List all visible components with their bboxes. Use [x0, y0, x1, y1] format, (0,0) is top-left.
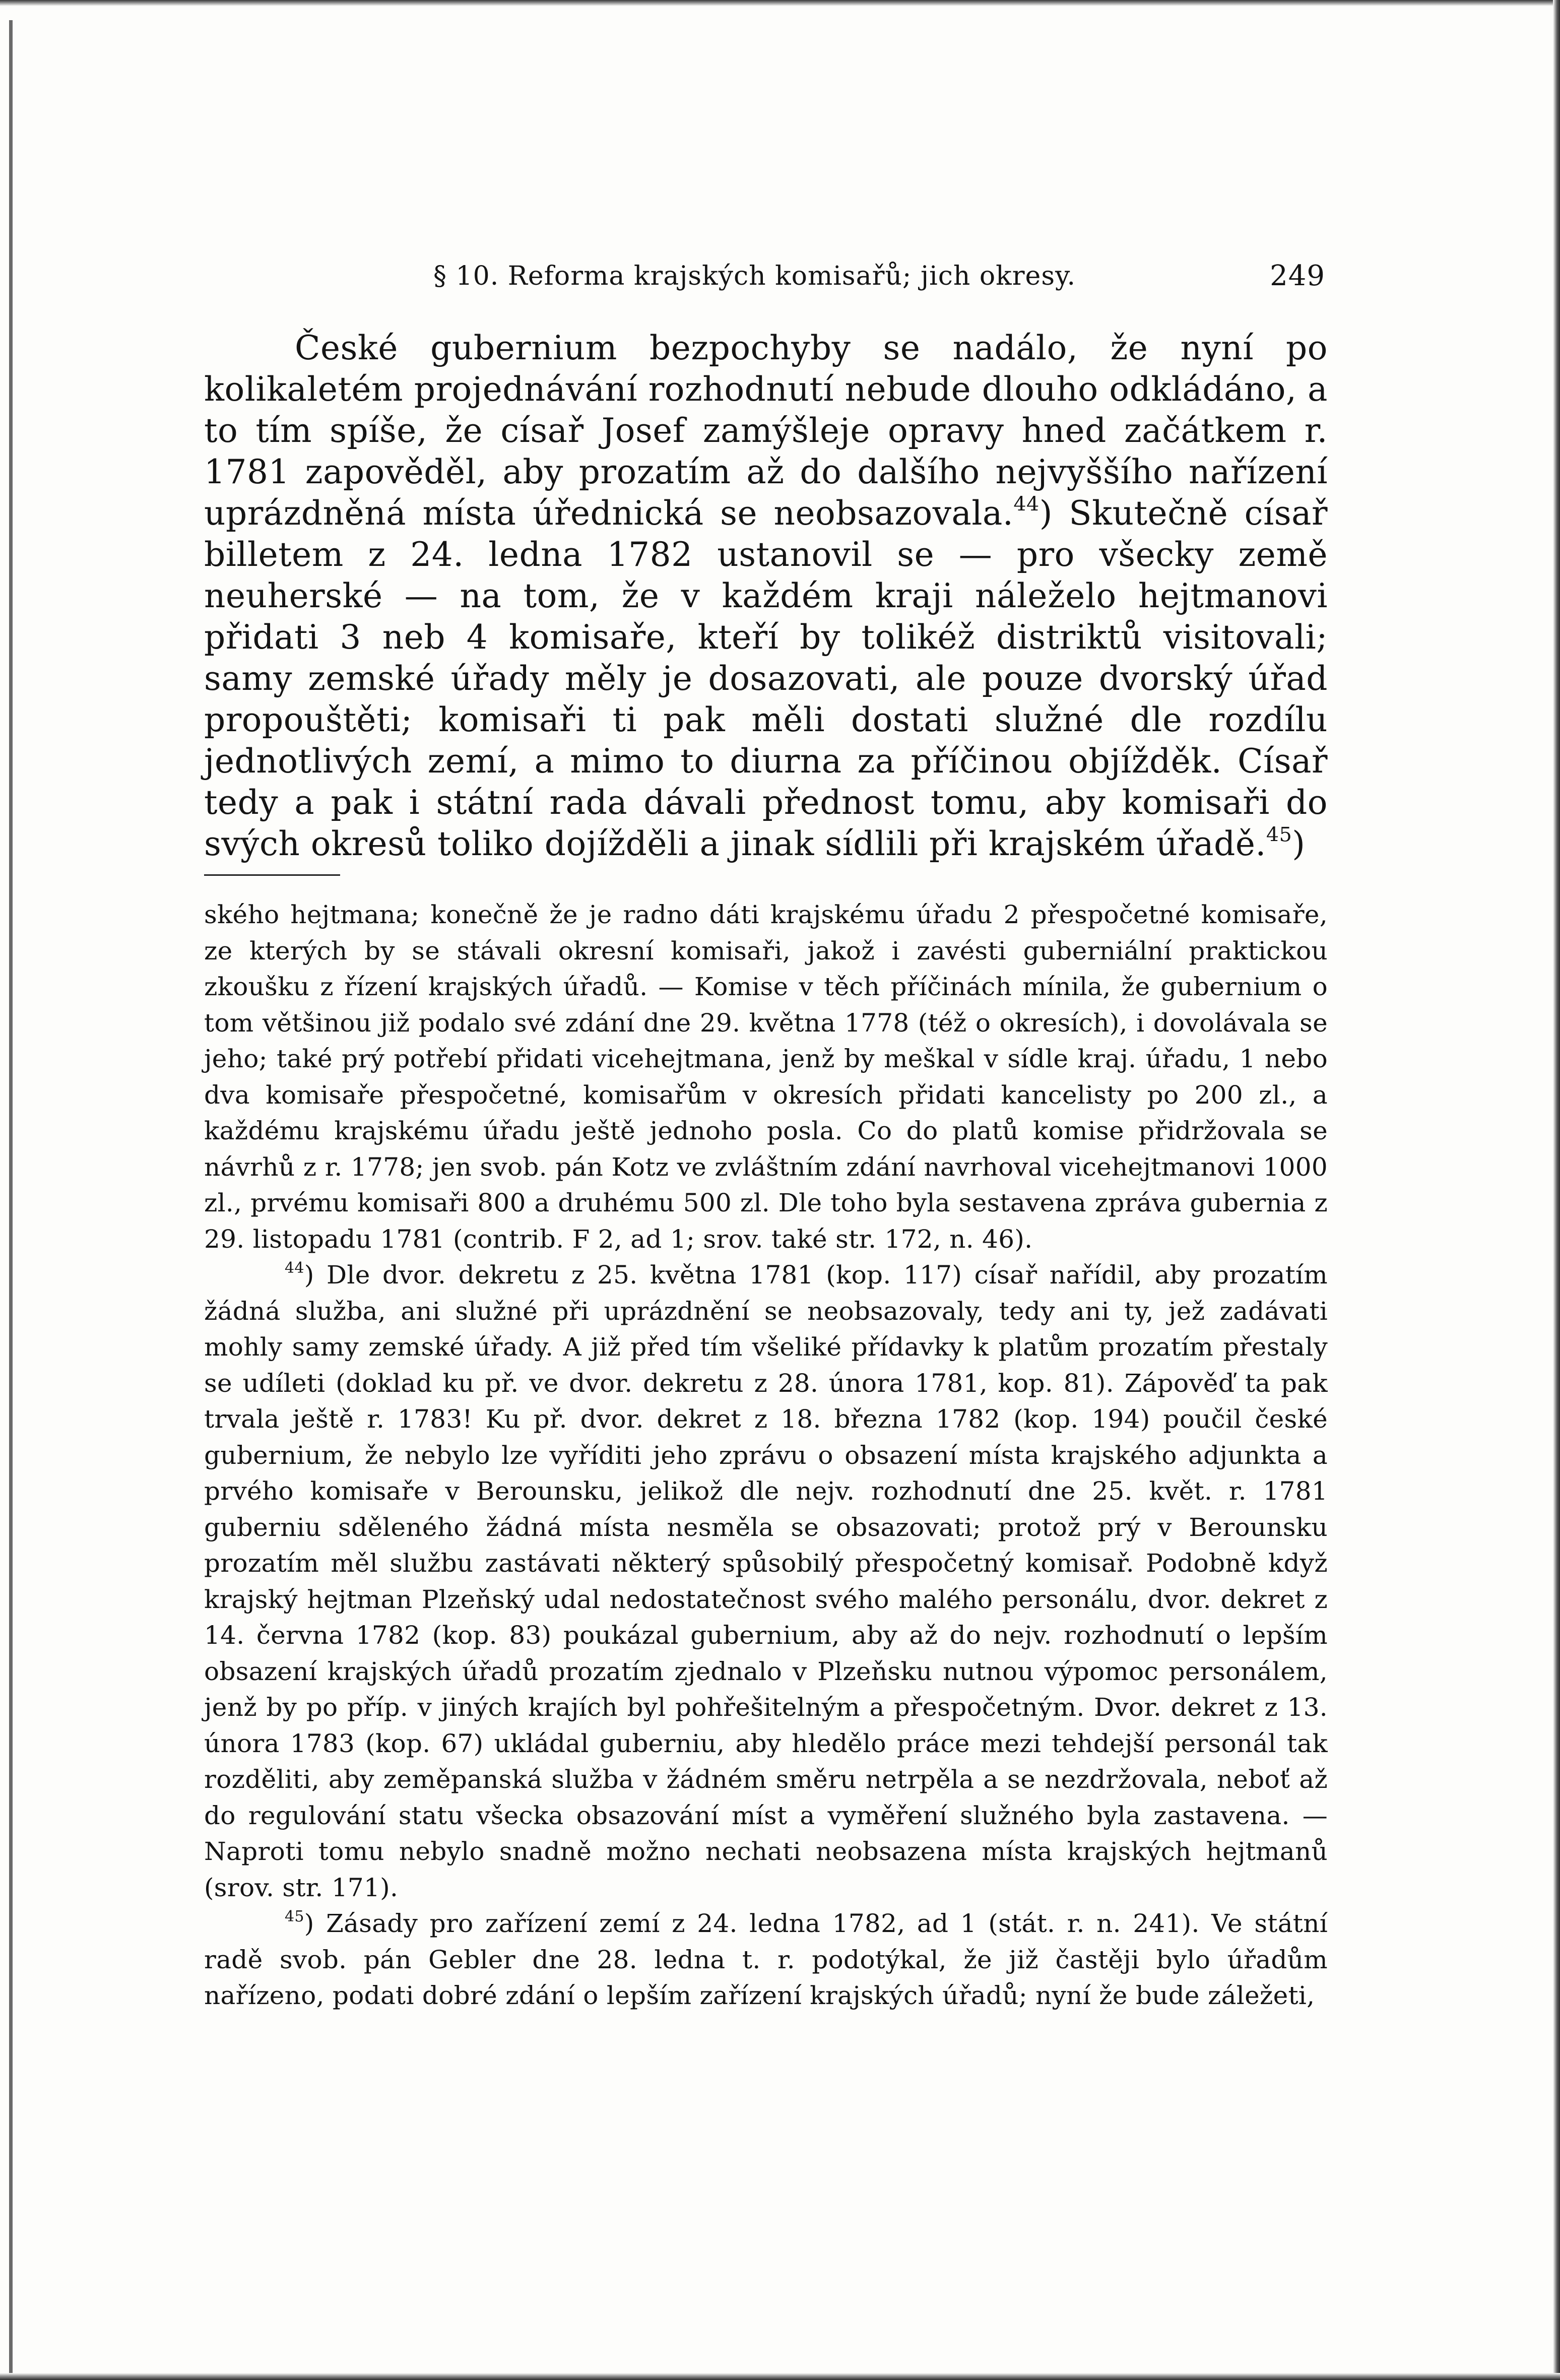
footnote-44-text: ) Dle dvor. dekretu z 25. května 1781 (kop. 117) císař nařídil, aby prozatím žádná služba, ani služné při uprázdnění se neobsazovaly, tedy ani ty, jež zadávati mohly samy zemské úřady. A již před tím všeliké přídavky k platům prozatím přestaly se udíleti (doklad ku př. ve dvor. dekretu z 28. února 1781, kop. 81). Zápověď ta pak trvala ještě r. 1783! Ku př. dvor. dekret z 18. března 1782 (kop. 194) poučil české gubernium, že nebylo lze vyříditi jeho zprávu o obsazení místa krajského adjunkta a prvého komisaře v Berounsku, jelikož dle nejv. rozhodnutí dne 25. květ. r. 1781 guberniu sděleného žádná místa nesměla se obsazovati; protož prý v Berounsku prozatím měl službu zastávati některý spůsobilý přespočetný komisař. Podobně když krajský hejtman Plzeňský udal nedostatečnost svého malého personálu, dvor. dekret z 14. června 1782 (kop. 83) poukázal gubernium, aby až do nejv. rozhodnutí o lepším obsazení krajských úřadů prozatím zjednalo v Plzeňsku nutnou výpomoc personálem, jenž by po příp. v jiných krajích byl pohřešitelným a přespočetným. Dvor. dekret z 13. února 1783 (kop. 67) ukládal guberniu, aby hledělo práce mezi tehdejší personál tak rozděliti, aby zeměpanská služba v žádném směru netrpěla a se nezdržovala, neboť až do regulování statu všecka obsazování míst a vyměření služného byla zastavena. — Naproti tomu nebylo snadně možno nechati neobsazena místa krajských hejtmanů (srov. str. 171). [204, 1260, 1328, 1902]
scan-edge-right [1553, 0, 1560, 2380]
footnote-45 [204, 1906, 1328, 2014]
footnote-44-number: 44 [285, 1259, 304, 1277]
footnote-continuation: ského hejtmana; konečně že je radno dáti krajskému úřadu 2 přespočetné komisaře, ze kterých by se stávali okresní komisaři, jakož i zavésti guberniální praktickou zkoušku z řízení krajských úřadů. — Komise v těch příčinách mínila, že gubernium o tom většinou již podalo své zdání dne 29. května 1778 (též o okresích), i dovolávala se jeho; také prý potřebí přidati vicehejtmana, jenž by meškal v sídle kraj. úřadu, 1 nebo dva komisaře přespočetné, komisařům v okresích přidati kancelisty po 200 zl., a každému krajskému úřadu ještě jednoho posla. Co do platů komise přidržovala se návrhů z r. 1778; jen svob. pán Kotz ve zvláštním zdání navrhoval vicehejtmanovi 1000 zl., prvému komisaři 800 a druhému 500 zl. Dle toho byla sestavena zpráva gubernia z 29. listopadu 1781 (contrib. F 2, ad 1; srov. také str. 172, n. 46). [204, 900, 1328, 1254]
running-title: § 10. Reforma krajských komisařů; jich okresy. [433, 261, 1076, 291]
main-paragraph [204, 328, 1328, 865]
main-text-part-1: České gubernium bezpochyby se nadálo, že nyní po kolikaletém projednávání rozhodnutí nebude dlouho odkládáno, a to tím spíše, že císař Josef zamýšleje opravy hned začátkem r. 1781 zapověděl, aby prozatím až do dalšího nejvyššího nařízení uprázdněná místa úřednická se neobsazovala. [204, 329, 1328, 533]
footnotes [204, 897, 1328, 2014]
main-text-part-3: ) [1292, 824, 1306, 863]
scan-edge-left [9, 20, 13, 2378]
footnote-44 [204, 1257, 1328, 1906]
running-header [433, 256, 1325, 296]
main-text-part-2: ) Skutečně císař billetem z 24. ledna 1782 ustanovil se — pro všecky země neuherské — na tom, že v každém kraji náleželo hejtmanovi přidati 3 neb 4 komisaře, kteří by tolikéž distriktů visitovali; samy zemské úřady měly je dosazovati, ale pouze dvorský úřad propouštěti; komisaři ti pak měli dostati služné dle rozdílu jednotlivých zemí, a mimo to diurna za příčinou objížděk. Císař tedy a pak i státní rada dávali přednost tomu, aby komisaři do svých okresů toliko dojížděli a jinak sídlili při krajském úřadě. [204, 494, 1328, 863]
page-number: 249 [1270, 260, 1325, 292]
footnote-45-text: ) Zásady pro zařízení zemí z 24. ledna 1782, ad 1 (stát. r. n. 241). Ve státní radě svob. pán Gebler dne 28. ledna t. r. podotýkal, že již častěji bylo úřadům nařízeno, podati dobré zdání o lepším zařízení krajských úřadů; nyní že bude záležeti, [204, 1909, 1328, 2010]
footnote-ref-45: 45 [1266, 823, 1292, 847]
footnote-ref-44: 44 [1013, 492, 1039, 516]
scan-edge-bottom [0, 2373, 1560, 2380]
scan-edge-top [0, 0, 1560, 6]
footnote-separator [204, 874, 340, 876]
footnote-45-number: 45 [285, 1908, 304, 1925]
